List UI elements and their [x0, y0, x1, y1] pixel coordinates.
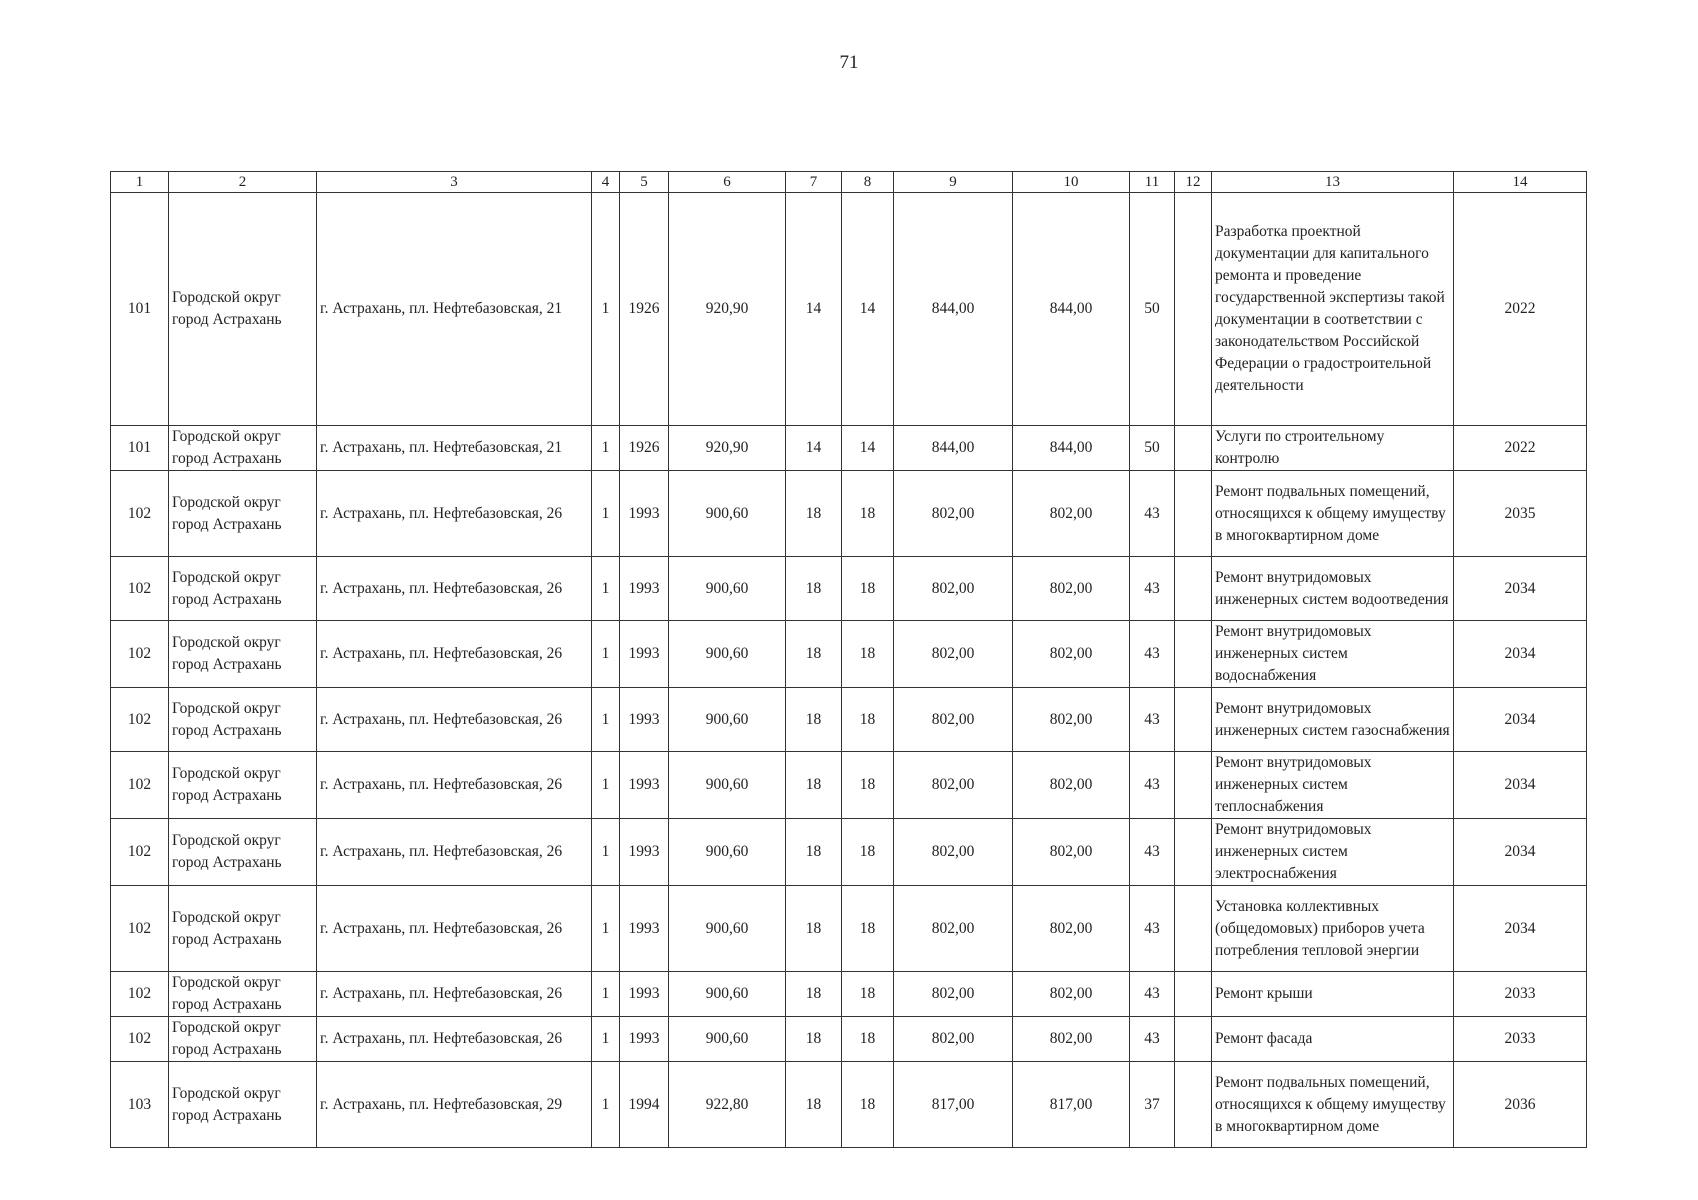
column-8-cell: 18 — [842, 471, 894, 557]
area-column-10-cell: 844,00 — [1013, 193, 1130, 426]
column-11-cell: 43 — [1130, 972, 1175, 1017]
area-column-9-cell: 802,00 — [894, 752, 1013, 819]
year-cell: 1993 — [620, 471, 669, 557]
year-cell: 1926 — [620, 193, 669, 426]
area-column-9-cell: 844,00 — [894, 426, 1013, 471]
column-header: 1 — [111, 172, 169, 193]
municipality-cell: Городской округ город Астрахань — [169, 972, 317, 1017]
municipality-cell: Городской округ город Астрахань — [169, 752, 317, 819]
column-11-cell: 50 — [1130, 426, 1175, 471]
column-8-cell: 18 — [842, 1062, 894, 1148]
year-cell: 1993 — [620, 621, 669, 688]
column-11-cell: 43 — [1130, 819, 1175, 886]
row-number-cell: 102 — [111, 752, 169, 819]
column-8-cell: 18 — [842, 972, 894, 1017]
total-area-cell: 900,60 — [669, 557, 786, 621]
column-11-cell: 43 — [1130, 557, 1175, 621]
area-column-10-cell: 802,00 — [1013, 621, 1130, 688]
column-11-cell: 43 — [1130, 1017, 1175, 1062]
total-area-cell: 920,90 — [669, 426, 786, 471]
area-column-9-cell: 802,00 — [894, 886, 1013, 972]
area-column-10-cell: 817,00 — [1013, 1062, 1130, 1148]
year-cell: 1993 — [620, 972, 669, 1017]
column-12-cell — [1175, 557, 1212, 621]
area-column-10-cell: 802,00 — [1013, 752, 1130, 819]
table-row — [111, 752, 1587, 819]
row-number-cell: 103 — [111, 1062, 169, 1148]
address-cell: г. Астрахань, пл. Нефтебазовская, 26 — [317, 1017, 592, 1062]
address-cell: г. Астрахань, пл. Нефтебазовская, 26 — [317, 621, 592, 688]
address-cell: г. Астрахань, пл. Нефтебазовская, 26 — [317, 819, 592, 886]
year-cell: 1926 — [620, 426, 669, 471]
column-12-cell — [1175, 972, 1212, 1017]
column-8-cell: 18 — [842, 688, 894, 752]
total-area-cell: 900,60 — [669, 886, 786, 972]
column-11-cell: 43 — [1130, 886, 1175, 972]
row-number-cell: 102 — [111, 557, 169, 621]
total-area-cell: 900,60 — [669, 752, 786, 819]
column-4-cell: 1 — [592, 688, 620, 752]
total-area-cell: 900,60 — [669, 688, 786, 752]
address-cell: г. Астрахань, пл. Нефтебазовская, 21 — [317, 193, 592, 426]
capital-repair-table — [110, 171, 1587, 1148]
planned-year-cell: 2034 — [1454, 752, 1587, 819]
work-type-cell: Ремонт подвальных помещений, относящихся к общему имуществу в многоквартирном доме — [1212, 1062, 1454, 1148]
column-header: 3 — [317, 172, 592, 193]
column-7-cell: 18 — [786, 557, 842, 621]
area-column-10-cell: 802,00 — [1013, 471, 1130, 557]
address-cell: г. Астрахань, пл. Нефтебазовская, 26 — [317, 886, 592, 972]
total-area-cell: 920,90 — [669, 193, 786, 426]
column-7-cell: 18 — [786, 819, 842, 886]
work-type-cell: Ремонт внутридомовых инженерных систем электроснабжения — [1212, 819, 1454, 886]
area-column-10-cell: 802,00 — [1013, 557, 1130, 621]
area-column-10-cell: 802,00 — [1013, 819, 1130, 886]
column-12-cell — [1175, 752, 1212, 819]
municipality-cell: Городской округ город Астрахань — [169, 819, 317, 886]
table-row — [111, 471, 1587, 557]
column-12-cell — [1175, 1062, 1212, 1148]
column-8-cell: 18 — [842, 819, 894, 886]
planned-year-cell: 2034 — [1454, 557, 1587, 621]
column-11-cell: 43 — [1130, 471, 1175, 557]
column-number-header-row — [111, 172, 1587, 193]
municipality-cell: Городской округ город Астрахань — [169, 193, 317, 426]
area-column-9-cell: 802,00 — [894, 972, 1013, 1017]
column-header: 11 — [1130, 172, 1175, 193]
year-cell: 1993 — [620, 1017, 669, 1062]
area-column-9-cell: 802,00 — [894, 557, 1013, 621]
column-4-cell: 1 — [592, 426, 620, 471]
total-area-cell: 900,60 — [669, 621, 786, 688]
column-7-cell: 18 — [786, 1017, 842, 1062]
planned-year-cell: 2022 — [1454, 193, 1587, 426]
address-cell: г. Астрахань, пл. Нефтебазовская, 26 — [317, 471, 592, 557]
column-7-cell: 18 — [786, 1062, 842, 1148]
area-column-9-cell: 802,00 — [894, 819, 1013, 886]
municipality-cell: Городской округ город Астрахань — [169, 471, 317, 557]
column-4-cell: 1 — [592, 886, 620, 972]
column-header: 10 — [1013, 172, 1130, 193]
planned-year-cell: 2034 — [1454, 819, 1587, 886]
column-12-cell — [1175, 819, 1212, 886]
table-row — [111, 819, 1587, 886]
year-cell: 1994 — [620, 1062, 669, 1148]
work-type-cell: Разработка проектной документации для капитального ремонта и проведение государственной экспертизы такой документации в соответствии с законодательством Российской Федерации о градостроительной деятельности — [1212, 193, 1454, 426]
column-12-cell — [1175, 688, 1212, 752]
municipality-cell: Городской округ город Астрахань — [169, 886, 317, 972]
work-type-cell: Услуги по строительному контролю — [1212, 426, 1454, 471]
column-7-cell: 14 — [786, 426, 842, 471]
area-column-9-cell: 802,00 — [894, 1017, 1013, 1062]
address-cell: г. Астрахань, пл. Нефтебазовская, 26 — [317, 972, 592, 1017]
total-area-cell: 900,60 — [669, 471, 786, 557]
total-area-cell: 900,60 — [669, 1017, 786, 1062]
address-cell: г. Астрахань, пл. Нефтебазовская, 26 — [317, 557, 592, 621]
year-cell: 1993 — [620, 688, 669, 752]
row-number-cell: 102 — [111, 688, 169, 752]
area-column-9-cell: 802,00 — [894, 471, 1013, 557]
planned-year-cell: 2034 — [1454, 886, 1587, 972]
column-4-cell: 1 — [592, 557, 620, 621]
column-header: 12 — [1175, 172, 1212, 193]
column-12-cell — [1175, 1017, 1212, 1062]
planned-year-cell: 2036 — [1454, 1062, 1587, 1148]
column-7-cell: 18 — [786, 886, 842, 972]
column-12-cell — [1175, 193, 1212, 426]
page-number: 71 — [839, 52, 859, 73]
planned-year-cell: 2035 — [1454, 471, 1587, 557]
municipality-cell: Городской округ город Астрахань — [169, 557, 317, 621]
year-cell: 1993 — [620, 752, 669, 819]
column-8-cell: 14 — [842, 193, 894, 426]
work-type-cell: Ремонт крыши — [1212, 972, 1454, 1017]
column-12-cell — [1175, 886, 1212, 972]
table-row — [111, 426, 1587, 471]
column-header: 2 — [169, 172, 317, 193]
municipality-cell: Городской округ город Астрахань — [169, 621, 317, 688]
column-4-cell: 1 — [592, 621, 620, 688]
planned-year-cell: 2022 — [1454, 426, 1587, 471]
column-header: 13 — [1212, 172, 1454, 193]
column-7-cell: 14 — [786, 193, 842, 426]
year-cell: 1993 — [620, 557, 669, 621]
row-number-cell: 102 — [111, 819, 169, 886]
year-cell: 1993 — [620, 886, 669, 972]
column-7-cell: 18 — [786, 752, 842, 819]
planned-year-cell: 2033 — [1454, 1017, 1587, 1062]
table-row — [111, 688, 1587, 752]
work-type-cell: Ремонт внутридомовых инженерных систем водоснабжения — [1212, 621, 1454, 688]
area-column-10-cell: 802,00 — [1013, 1017, 1130, 1062]
column-11-cell: 50 — [1130, 193, 1175, 426]
column-4-cell: 1 — [592, 972, 620, 1017]
area-column-9-cell: 844,00 — [894, 193, 1013, 426]
area-column-10-cell: 802,00 — [1013, 688, 1130, 752]
area-column-9-cell: 817,00 — [894, 1062, 1013, 1148]
table-row — [111, 1017, 1587, 1062]
area-column-9-cell: 802,00 — [894, 688, 1013, 752]
row-number-cell: 102 — [111, 471, 169, 557]
column-4-cell: 1 — [592, 819, 620, 886]
column-header: 9 — [894, 172, 1013, 193]
column-7-cell: 18 — [786, 972, 842, 1017]
planned-year-cell: 2034 — [1454, 688, 1587, 752]
column-header: 4 — [592, 172, 620, 193]
row-number-cell: 101 — [111, 193, 169, 426]
column-7-cell: 18 — [786, 471, 842, 557]
table-row — [111, 972, 1587, 1017]
column-header: 5 — [620, 172, 669, 193]
column-8-cell: 14 — [842, 426, 894, 471]
work-type-cell: Ремонт подвальных помещений, относящихся к общему имуществу в многоквартирном доме — [1212, 471, 1454, 557]
row-number-cell: 102 — [111, 1017, 169, 1062]
column-8-cell: 18 — [842, 557, 894, 621]
planned-year-cell: 2034 — [1454, 621, 1587, 688]
area-column-9-cell: 802,00 — [894, 621, 1013, 688]
table-row — [111, 1062, 1587, 1148]
work-type-cell: Ремонт внутридомовых инженерных систем теплоснабжения — [1212, 752, 1454, 819]
work-type-cell: Установка коллективных (общедомовых) приборов учета потребления тепловой энергии — [1212, 886, 1454, 972]
total-area-cell: 922,80 — [669, 1062, 786, 1148]
column-12-cell — [1175, 621, 1212, 688]
column-4-cell: 1 — [592, 752, 620, 819]
year-cell: 1993 — [620, 819, 669, 886]
column-12-cell — [1175, 471, 1212, 557]
municipality-cell: Городской округ город Астрахань — [169, 426, 317, 471]
column-header: 14 — [1454, 172, 1587, 193]
row-number-cell: 102 — [111, 972, 169, 1017]
address-cell: г. Астрахань, пл. Нефтебазовская, 29 — [317, 1062, 592, 1148]
row-number-cell: 102 — [111, 886, 169, 972]
column-4-cell: 1 — [592, 193, 620, 426]
column-header: 8 — [842, 172, 894, 193]
table-row — [111, 886, 1587, 972]
total-area-cell: 900,60 — [669, 819, 786, 886]
column-8-cell: 18 — [842, 752, 894, 819]
column-7-cell: 18 — [786, 621, 842, 688]
column-8-cell: 18 — [842, 621, 894, 688]
column-11-cell: 43 — [1130, 688, 1175, 752]
column-7-cell: 18 — [786, 688, 842, 752]
municipality-cell: Городской округ город Астрахань — [169, 1017, 317, 1062]
column-12-cell — [1175, 426, 1212, 471]
column-header: 6 — [669, 172, 786, 193]
area-column-10-cell: 844,00 — [1013, 426, 1130, 471]
column-4-cell: 1 — [592, 1062, 620, 1148]
column-4-cell: 1 — [592, 471, 620, 557]
table-row — [111, 193, 1587, 426]
row-number-cell: 102 — [111, 621, 169, 688]
area-column-10-cell: 802,00 — [1013, 972, 1130, 1017]
work-type-cell: Ремонт внутридомовых инженерных систем водоотведения — [1212, 557, 1454, 621]
municipality-cell: Городской округ город Астрахань — [169, 688, 317, 752]
work-type-cell: Ремонт внутридомовых инженерных систем газоснабжения — [1212, 688, 1454, 752]
column-11-cell: 43 — [1130, 621, 1175, 688]
row-number-cell: 101 — [111, 426, 169, 471]
table-row — [111, 557, 1587, 621]
column-8-cell: 18 — [842, 886, 894, 972]
column-header: 7 — [786, 172, 842, 193]
area-column-10-cell: 802,00 — [1013, 886, 1130, 972]
work-type-cell: Ремонт фасада — [1212, 1017, 1454, 1062]
municipality-cell: Городской округ город Астрахань — [169, 1062, 317, 1148]
address-cell: г. Астрахань, пл. Нефтебазовская, 26 — [317, 752, 592, 819]
address-cell: г. Астрахань, пл. Нефтебазовская, 21 — [317, 426, 592, 471]
column-4-cell: 1 — [592, 1017, 620, 1062]
total-area-cell: 900,60 — [669, 972, 786, 1017]
planned-year-cell: 2033 — [1454, 972, 1587, 1017]
table-row — [111, 621, 1587, 688]
address-cell: г. Астрахань, пл. Нефтебазовская, 26 — [317, 688, 592, 752]
column-11-cell: 43 — [1130, 752, 1175, 819]
column-8-cell: 18 — [842, 1017, 894, 1062]
column-11-cell: 37 — [1130, 1062, 1175, 1148]
